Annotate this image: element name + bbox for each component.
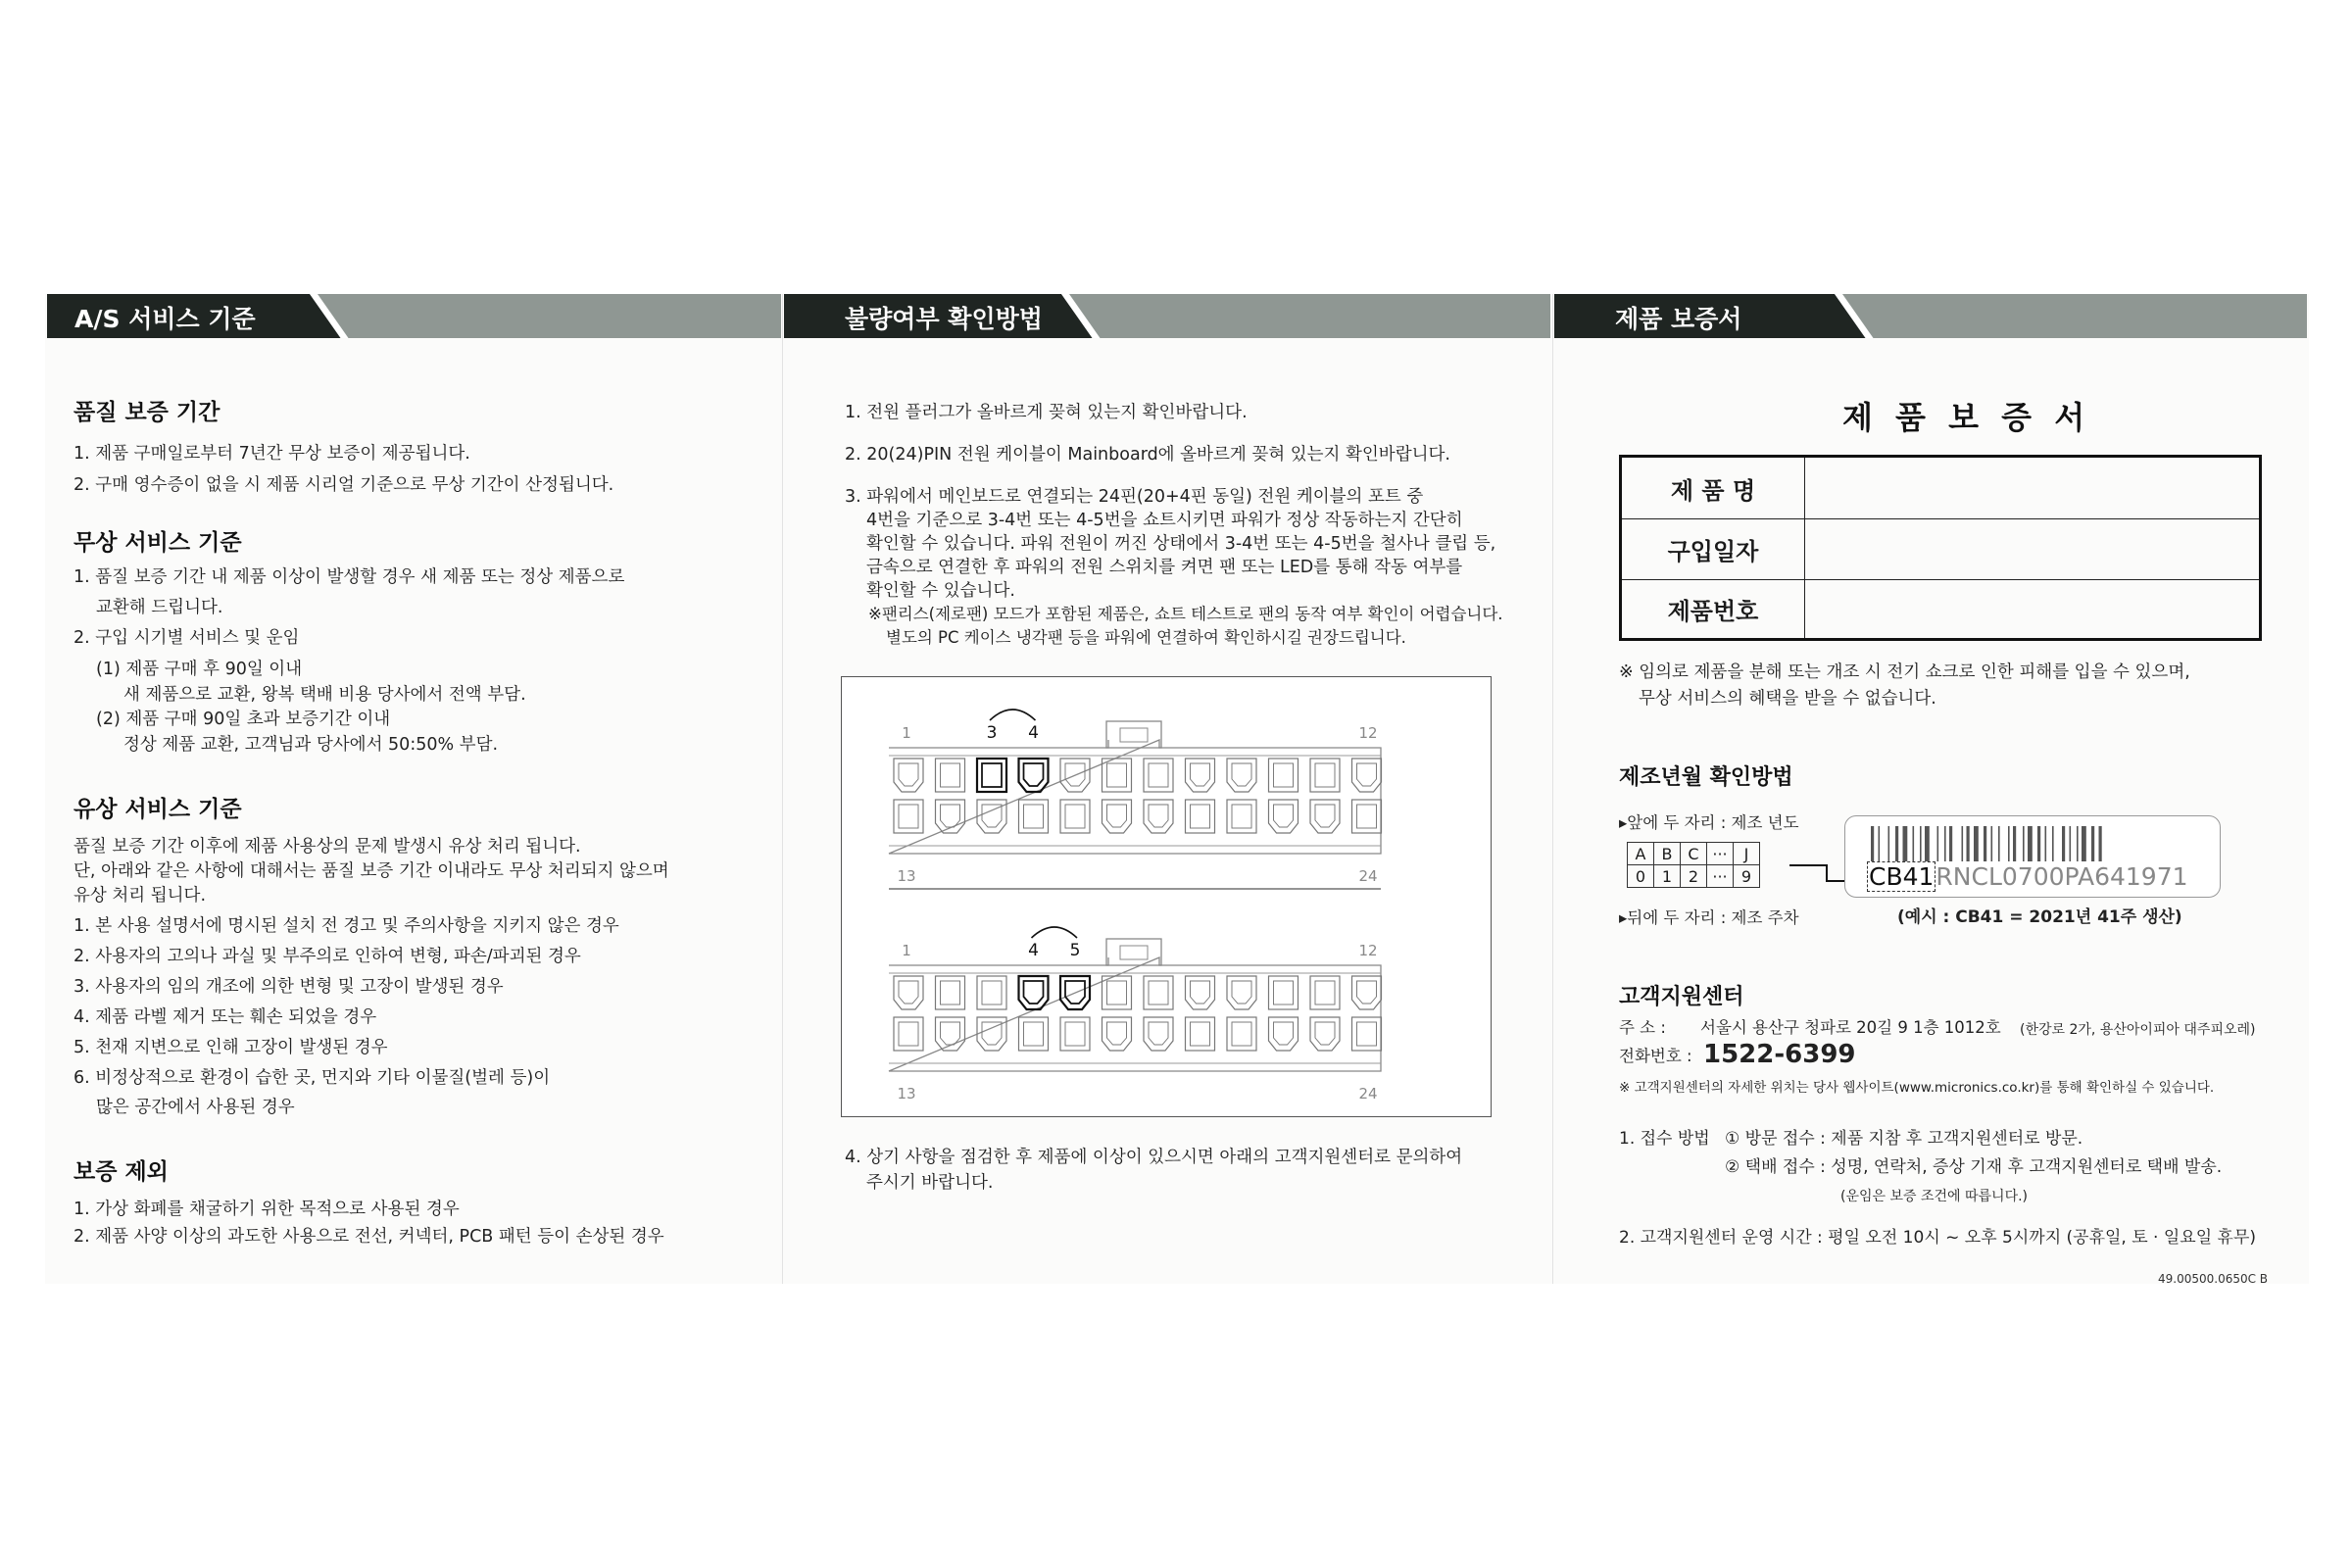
year-letter: C: [1681, 843, 1707, 865]
bridge-pin-label: 4: [1028, 941, 1039, 960]
pin-d-shape-inner: [941, 805, 960, 827]
year-letter: A: [1628, 843, 1654, 865]
year-digit: 9: [1734, 865, 1760, 888]
pin-d-shape-inner: [941, 1022, 960, 1045]
barcode-icon: [1871, 826, 2184, 861]
list-item: 3. 사용자의 임의 개조에 의한 변형 및 고장이 발생된 경우: [74, 977, 504, 997]
pin-label: 24: [1358, 1085, 1378, 1102]
pin-d-shape-inner: [1357, 763, 1377, 786]
pin-square-inner: [1232, 1022, 1251, 1046]
section-header-title: 불량여부 확인방법: [845, 305, 1043, 333]
front-two-digits: ▸앞에 두 자리 : 제조 년도: [1619, 813, 1799, 832]
bridge-pin-label: 5: [1069, 941, 1081, 960]
pin-label: 13: [897, 1085, 916, 1102]
year-digit: 1: [1654, 865, 1681, 888]
pin-label: 12: [1358, 724, 1378, 742]
barcode-bar: [1895, 826, 1898, 861]
pin-d-shape-inner: [1024, 981, 1044, 1004]
check-step: 확인할 수 있습니다. 파워 전원이 꺼진 상태에서 3-4번 또는 4-5번을 철사나 클립 등,: [866, 534, 1496, 554]
short-bridge-arc: [1032, 927, 1078, 938]
list-item: 교환해 드립니다.: [96, 598, 223, 617]
paragraph: 단, 아래와 같은 사항에 대해서는 품질 보증 기간 이내라도 무상 처리되지 않으며: [74, 861, 669, 881]
address-note: (한강로 2가, 용산아이피아 대주피오레): [2020, 1022, 2256, 1038]
reception-visit: ① 방문 접수 : 제품 지참 후 고객지원센터로 방문.: [1725, 1129, 2083, 1149]
pin-label: 13: [897, 867, 916, 885]
barcode-bar: [1949, 826, 1952, 861]
connector-latch-inner: [1120, 728, 1148, 742]
warranty-form: [1619, 455, 2262, 641]
warranty-row-serial: [1622, 579, 2259, 638]
connector-latch-inner: [1120, 946, 1148, 959]
section-header-defect-check: [784, 294, 1550, 338]
check-step: 4번을 기준으로 3-4번 또는 4-5번을 쇼트시키면 파워가 정상 작동하는지 간단히: [866, 511, 1463, 530]
barcode-bar: [2099, 826, 2102, 861]
barcode-bar: [1944, 826, 1946, 861]
paragraph: 품질 보증 기간 이후에 제품 사용상의 문제 발생시 유상 처리 됩니다.: [74, 837, 581, 857]
barcode-bar: [1967, 826, 1970, 861]
heading-paid-service: 유상 서비스 기준: [74, 797, 242, 822]
connector-body: [889, 957, 1381, 1071]
pin-d-shape-inner: [1024, 763, 1044, 786]
barcode-bar: [1879, 826, 1881, 861]
serial-number-field[interactable]: [1805, 579, 2259, 638]
barcode-bar: [2062, 826, 2065, 861]
address-label: 주 소 :: [1619, 1018, 1666, 1037]
pin-d-shape-inner: [1274, 805, 1294, 827]
pin-square-inner: [1274, 981, 1294, 1004]
year-letter: ···: [1707, 843, 1734, 865]
serial-number: [1867, 863, 2188, 891]
list-item: 1. 제품 구매일로부터 7년간 무상 보증이 제공됩니다.: [74, 444, 470, 464]
address: 서울시 용산구 청파로 20길 9 1층 1012호: [1700, 1018, 2001, 1037]
heading-exclusions: 보증 제외: [74, 1159, 169, 1185]
list-item: 많은 공간에서 사용된 경우: [96, 1098, 295, 1117]
section-header-title: A/S 서비스 기준: [74, 305, 256, 333]
purchase-date-field[interactable]: [1805, 518, 2259, 579]
list-item: 2. 제품 사양 이상의 과도한 사용으로 전선, 커넥터, PCB 패턴 등이 손상된 경우: [74, 1227, 664, 1247]
pin-square-inner: [899, 805, 918, 828]
pin-d-shape-inner: [1232, 981, 1251, 1004]
pin-label: 1: [902, 942, 911, 959]
pin-d-shape-inner: [1315, 1022, 1335, 1045]
list-item: 1. 가상 화폐를 채굴하기 위한 목적으로 사용된 경우: [74, 1200, 460, 1219]
year-letter: B: [1654, 843, 1681, 865]
barcode-bar: [2077, 826, 2079, 861]
pin-d-shape-inner: [1357, 981, 1377, 1004]
warranty-row-purchase-date: [1622, 518, 2259, 580]
pin-square-inner: [982, 763, 1002, 787]
phone-label: 전화번호 :: [1619, 1047, 1692, 1065]
check-step: 2. 20(24)PIN 전원 케이블이 Mainboard에 올바르게 꽂혀 있는지 확인바랍니다.: [845, 445, 1450, 465]
barcode-bar: [1920, 826, 1922, 861]
pin-square-inner: [1024, 805, 1044, 828]
list-item: (1) 제품 구매 후 90일 이내: [96, 660, 303, 679]
section-header-as-service: [47, 294, 781, 338]
list-item: 1. 본 사용 설명서에 명시된 설치 전 경고 및 주의사항을 지키지 않은 경우: [74, 916, 619, 936]
pin-square-inner: [1274, 763, 1294, 787]
bridge-pin-label: 4: [1028, 723, 1039, 743]
pin-square-inner: [1191, 1022, 1210, 1046]
fanless-note: ※팬리스(제로팬) 모드가 포함된 제품은, 쇼트 테스트로 팬의 동작 여부 확인이 어렵습니다.: [868, 605, 1503, 623]
pin-square-inner: [1107, 981, 1127, 1004]
list-item: 6. 비정상적으로 환경이 습한 곳, 먼지와 기타 이물질(벌레 등)이: [74, 1068, 551, 1088]
connector-latch: [1106, 939, 1161, 965]
pin-square-inner: [982, 981, 1002, 1004]
pin-label: 1: [902, 724, 911, 742]
connector-latch: [1106, 721, 1161, 748]
barcode-bar: [1974, 826, 1979, 861]
list-item: (2) 제품 구매 90일 초과 보증기간 이내: [96, 710, 391, 729]
warranty-title: 제 품 보 증 서: [1842, 399, 2091, 436]
check-step: 3. 파워에서 메인보드로 연결되는 24핀(20+4핀 동일) 전원 케이블의 포트 중: [845, 487, 1424, 507]
pin-d-shape-inner: [899, 763, 918, 786]
warranty-notice: ※ 임의로 제품을 분해 또는 개조 시 전기 쇼크로 인한 피해를 입을 수 있으며,: [1619, 662, 2190, 682]
short-bridge-arc: [990, 710, 1036, 720]
reception-label: 1. 접수 방법: [1619, 1129, 1710, 1149]
list-item: 4. 제품 라벨 제거 또는 훼손 되었을 경우: [74, 1007, 377, 1027]
pin-square-inner: [1232, 805, 1251, 828]
barcode-bar: [1925, 826, 1930, 861]
barcode-bar: [1984, 826, 1986, 861]
barcode-bar: [2082, 826, 2086, 861]
pin-d-shape-inner: [899, 981, 918, 1004]
row-label: 제 품 명: [1622, 458, 1805, 518]
pin-square-inner: [1107, 763, 1127, 787]
serial-label-sticker: [1844, 815, 2221, 898]
pin-square-inner: [1065, 805, 1085, 828]
phone-number: 1522-6399: [1703, 1040, 1856, 1069]
pin-square-inner: [941, 763, 960, 787]
pin-square-inner: [899, 1022, 918, 1046]
pin-label: 12: [1358, 942, 1378, 959]
pin-d-shape-inner: [1149, 1022, 1168, 1045]
barcode-bar: [1913, 826, 1915, 861]
list-item: 2. 구입 시기별 서비스 및 운임: [74, 628, 300, 648]
reception-delivery: ② 택배 접수 : 성명, 연락처, 증상 기재 후 고객지원센터로 택배 발송.: [1725, 1157, 2223, 1177]
list-item: 새 제품으로 교환, 왕복 택배 비용 당사에서 전액 부담.: [123, 685, 526, 705]
barcode-bar: [1937, 826, 1939, 861]
pin-d-shape-inner: [1315, 805, 1335, 827]
back-two-digits: ▸뒤에 두 자리 : 제조 주차: [1619, 908, 1799, 927]
barcode-bar: [1962, 826, 1964, 861]
serial-prefix: CB41: [1869, 862, 1935, 891]
pin-d-shape-inner: [1274, 1022, 1294, 1045]
section-header-title: 제품 보증서: [1615, 305, 1742, 333]
serial-rest: RNCL0700PA641971: [1936, 862, 2188, 891]
pin-d-shape-inner: [1149, 805, 1168, 827]
connector-diagram: [841, 676, 1492, 1117]
pin-square-inner: [1315, 981, 1335, 1004]
pin-d-shape-inner: [1191, 763, 1210, 786]
product-name-field[interactable]: [1805, 458, 2259, 518]
pin-square-inner: [1149, 763, 1168, 787]
pin-square-inner: [1024, 1022, 1044, 1046]
pin-square-inner: [1065, 1022, 1085, 1046]
row-label: 구입일자: [1622, 518, 1805, 579]
barcode-bar: [2052, 826, 2054, 861]
pin-square-inner: [1191, 805, 1210, 828]
barcode-bar: [1871, 826, 1874, 861]
year-digit: ···: [1707, 865, 1734, 888]
list-item: 5. 천재 지변으로 인해 고장이 발생된 경우: [74, 1038, 388, 1057]
atx-24pin-diagram: [842, 677, 1490, 1115]
barcode-bar: [2008, 826, 2010, 861]
list-item: 2. 사용자의 고의나 과실 및 부주의로 인하여 변형, 파손/파괴된 경우: [74, 947, 581, 966]
barcode-bar: [2028, 826, 2033, 861]
pin-d-shape-inner: [1191, 981, 1210, 1004]
barcode-bar: [1998, 826, 2000, 861]
barcode-bar: [2013, 826, 2016, 861]
year-letter: J: [1734, 843, 1760, 865]
check-step: 금속으로 연결한 후 파워의 전원 스위치를 켜면 팬 또는 LED를 통해 작동 여부를: [866, 558, 1463, 577]
list-item: 정상 제품 교환, 고객님과 당사에서 50:50% 부담.: [123, 735, 499, 755]
fold-line-1: [782, 294, 783, 1284]
pin-square-inner: [1315, 763, 1335, 787]
pin-d-shape-inner: [1107, 805, 1127, 827]
warranty-row-product-name: [1622, 458, 2259, 519]
barcode-bar: [2037, 826, 2040, 861]
heading-quality-warranty: 품질 보증 기간: [74, 400, 220, 425]
fold-line-2: [1552, 294, 1553, 1284]
list-item: 1. 품질 보증 기간 내 제품 이상이 발생할 경우 새 제품 또는 정상 제품으로: [74, 567, 625, 587]
fanless-note: 별도의 PC 케이스 냉각팬 등을 파워에 연결하여 확인하시길 권장드립니다.: [886, 628, 1406, 647]
serial-example: (예시 : CB41 = 2021년 41주 생산): [1897, 907, 2182, 927]
pin-square-inner: [1149, 981, 1168, 1004]
check-step: 확인할 수 있습니다.: [866, 581, 1015, 601]
pin-d-shape-inner: [1232, 763, 1251, 786]
pin-label: 24: [1358, 867, 1378, 885]
document-code: 49.00500.0650C B: [2158, 1272, 2269, 1286]
paragraph: 유상 처리 됩니다.: [74, 886, 207, 906]
barcode-bar: [1991, 826, 1993, 861]
check-step: 4. 상기 사항을 점검한 후 제품에 이상이 있으시면 아래의 고객지원센터로 문의하여: [845, 1148, 1463, 1167]
year-digit: 0: [1628, 865, 1654, 888]
barcode-bar: [2091, 826, 2094, 861]
pin-square-inner: [1357, 1022, 1377, 1046]
pin-d-shape-inner: [1107, 1022, 1127, 1045]
pin-square-inner: [941, 981, 960, 1004]
barcode-bar: [1888, 826, 1890, 861]
barcode-bar: [2045, 826, 2047, 861]
bridge-pin-label: 3: [986, 723, 998, 743]
website-note: ※ 고객지원센터의 자세한 위치는 당사 웹사이트(www.micronics.co.kr)를 통해 확인하실 수 있습니다.: [1619, 1080, 2215, 1096]
section-header-warranty: [1554, 294, 2307, 338]
warranty-notice: 무상 서비스의 혜택을 받을 수 없습니다.: [1639, 689, 1936, 709]
barcode-bar: [1903, 826, 1908, 861]
check-step: 1. 전원 플러그가 올바르게 꽂혀 있는지 확인바랍니다.: [845, 403, 1248, 422]
operating-hours: 2. 고객지원센터 운영 시간 : 평일 오전 10시 ~ 오후 5시까지 (공휴일, 토 · 일요일 휴무): [1619, 1228, 2257, 1248]
year-code-table: [1627, 842, 1760, 888]
heading-support-center: 고객지원센터: [1619, 985, 1744, 1009]
row-label: 제품번호: [1622, 579, 1805, 638]
barcode-bar: [2070, 826, 2072, 861]
pin-square-inner: [1357, 805, 1377, 828]
list-item: 2. 구매 영수증이 없을 시 제품 시리얼 기준으로 무상 기간이 산정됩니다.: [74, 475, 614, 495]
reception-note: (운임은 보증 조건에 따릅니다.): [1840, 1189, 2029, 1204]
check-step: 주시기 바랍니다.: [866, 1173, 994, 1193]
year-digit: 2: [1681, 865, 1707, 888]
heading-free-service: 무상 서비스 기준: [74, 530, 242, 556]
barcode-bar: [2023, 826, 2025, 861]
heading-mfg-date: 제조년월 확인방법: [1619, 765, 1793, 790]
connector-body: [889, 740, 1381, 854]
